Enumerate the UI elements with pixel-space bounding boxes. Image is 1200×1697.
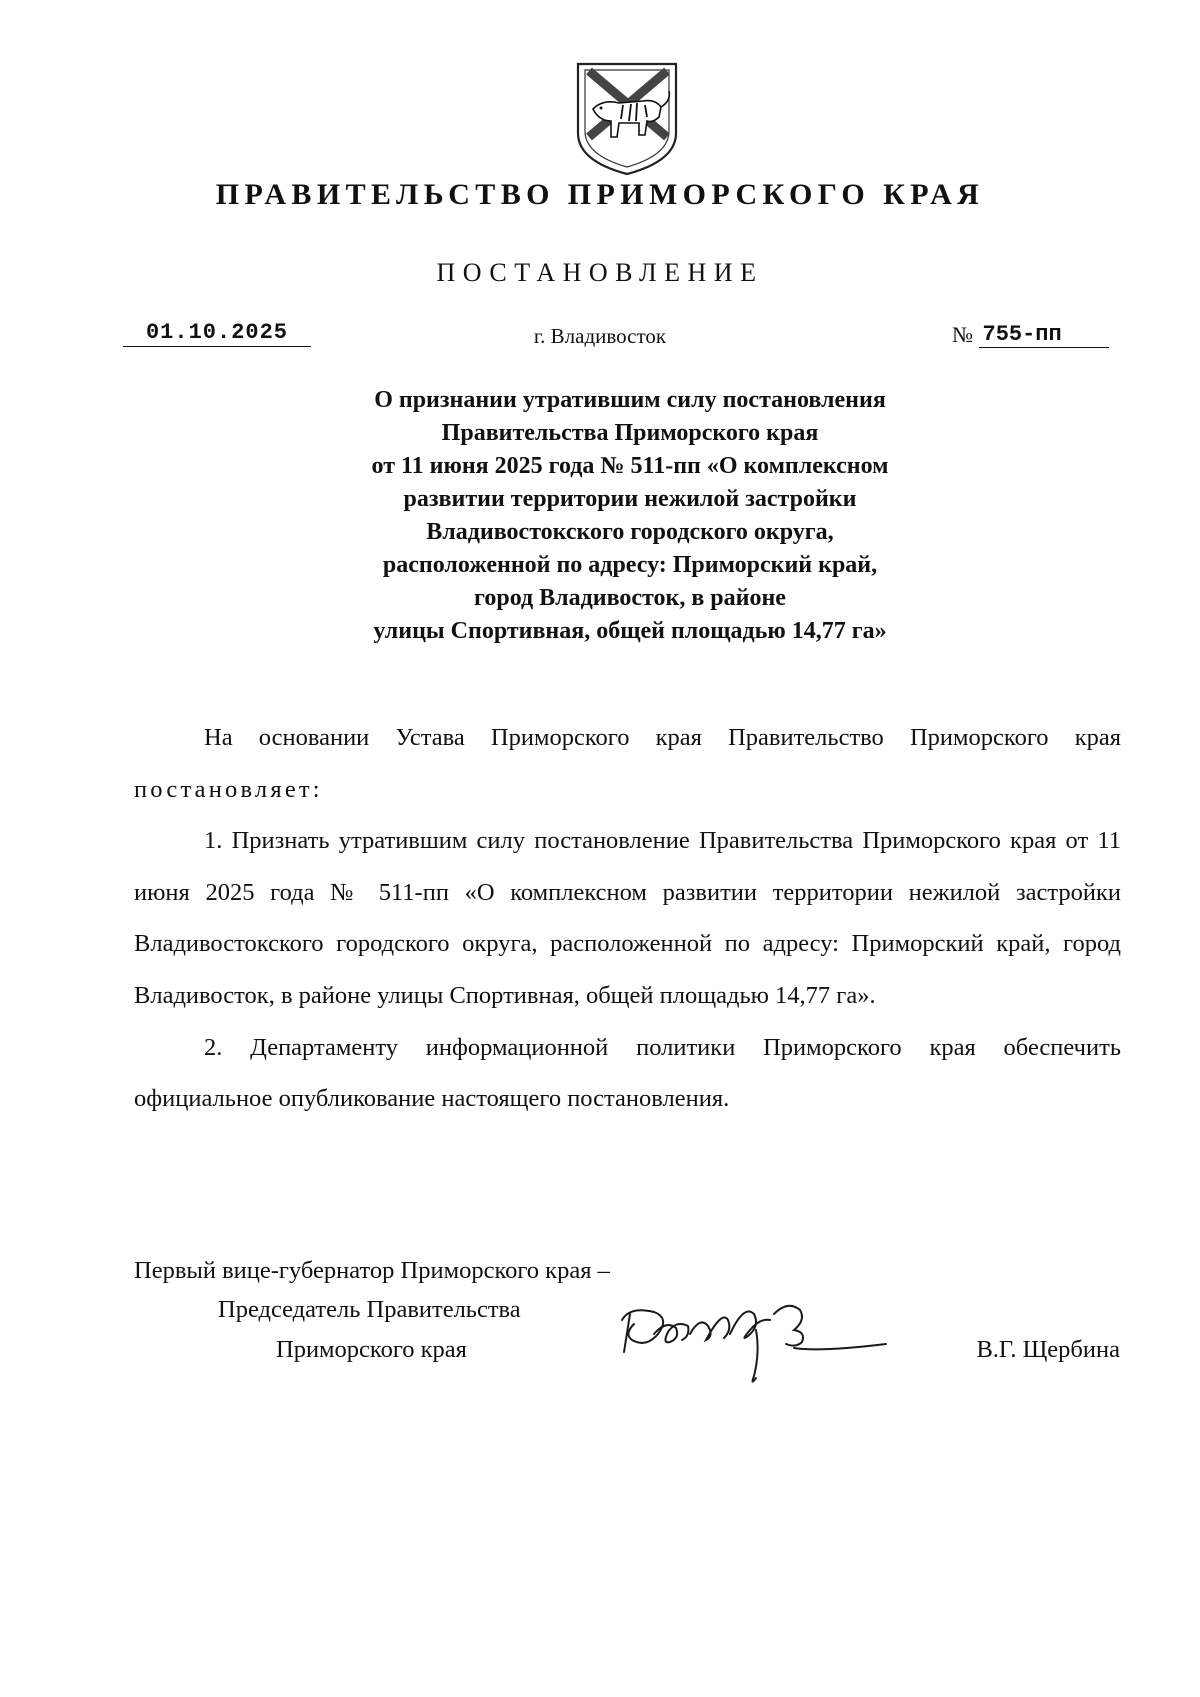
subject-line: О признании утратившим силу постановления [374, 387, 886, 413]
signatory-position-line-3: Приморского края [276, 1336, 467, 1363]
subject-line: Правительства Приморского края [441, 420, 819, 446]
handwritten-signature-icon [610, 1290, 900, 1400]
subject-line: развитии территории нежилой застройки [403, 486, 857, 512]
preamble-decree: постановляет: [134, 775, 323, 803]
document-type: ПОСТАНОВЛЕНИЕ [436, 258, 764, 287]
subject-line: улицы Спортивная, общей площадью 14,77 га» [373, 618, 887, 644]
document-subject [250, 384, 1010, 648]
document-number [952, 322, 1109, 348]
item-1-paragraph: 1. Признать утратившим силу постановление Правительства Приморского края от 11 июня 2025 года № 511-пп «О комплексном развитии территории нежилой застройки Владивостокского городского округа, расположенной по адресу: Приморский край, город Владивосток, в районе улицы Спортивная, общей площадью 14,77 га». [134, 827, 1121, 1009]
preamble-paragraph [134, 712, 1121, 815]
document-body [134, 712, 1121, 1125]
signatory-position-line-2: Председатель Правительства [218, 1296, 521, 1323]
document-city: г. Владивосток [533, 324, 667, 348]
subject-line: расположенной по адресу: Приморский край, [382, 552, 878, 578]
item-2-paragraph: 2. Департаменту информационной политики Приморского края обеспечить официальное опубликование настоящего постановления. [134, 1033, 1121, 1113]
subject-line: Владивостокского городского округа, [426, 519, 834, 545]
subject-line: от 11 июня 2025 года № 511-пп «О комплексном [371, 453, 889, 479]
signatory-name: В.Г. Щербина [976, 1336, 1120, 1363]
preamble-text: На основании Устава Приморского края Правительство Приморского края [204, 724, 1121, 751]
number-sign: № [952, 322, 973, 347]
document-date: 01.10.2025 [123, 320, 311, 347]
number-value: 755-пп [979, 322, 1109, 348]
coat-of-arms-icon [575, 61, 679, 177]
organization-title: ПРАВИТЕЛЬСТВО ПРИМОРСКОГО КРАЯ [215, 178, 985, 211]
subject-line: город Владивосток, в районе [474, 585, 786, 611]
signatory-position-line-1: Первый вице-губернатор Приморского края – [134, 1257, 610, 1284]
